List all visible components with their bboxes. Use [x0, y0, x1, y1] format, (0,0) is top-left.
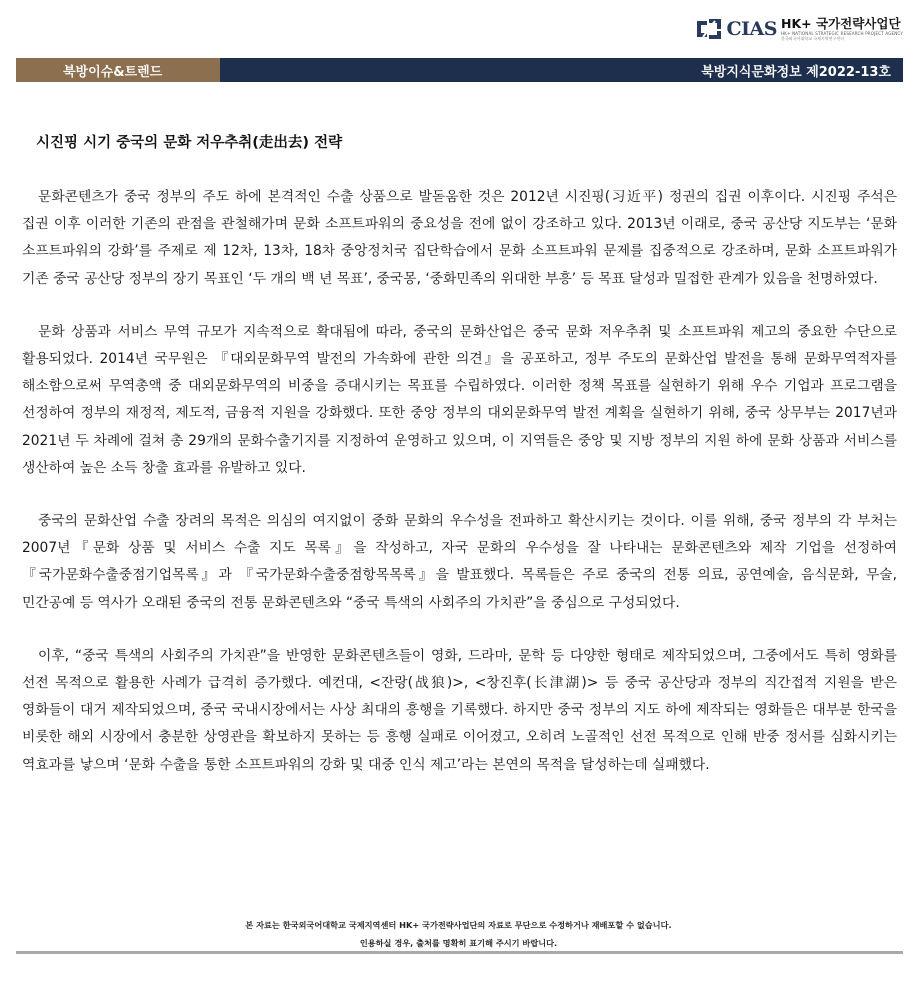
- cias-emblem-icon: [695, 15, 723, 43]
- cias-logo: [695, 12, 903, 46]
- copyright-notice: [0, 916, 917, 952]
- issue-label: 북방지식문화정보 제2022-13호: [220, 58, 903, 82]
- logo-subtitle-kr: 한국외국어대학교 국제지역연구센터: [781, 36, 845, 41]
- header-banner: [16, 58, 903, 82]
- copyright-line-2: 인용하실 경우, 출처를 명확히 표기해 주시기 바랍니다.: [359, 938, 558, 948]
- paragraph-1: 문화콘텐츠가 중국 정부의 주도 하에 본격적인 수출 상품으로 발돋움한 것은 2012년 시진핑(习近平) 정권의 집권 이후이다. 시진핑 주석은 집권 이후 이러한 기존의 관점을 관철해가며 문화 소프트파워의 중요성을 전에 없이 강조하고 있다. 2013년 이래로, 중국 공산당 지도부는 ‘문화 소프트파워의 강화’를 주제로 제 12차, 13차, 18차 중앙정치국 집단학습에서 문화 소프트파워 문제를 집중적으로 강조하며, 문화 소프트파워가 기존 중국 공산당 정부의 장기 목표인 ‘두 개의 백 년 목표’, 중국몽, ‘중화민족의 위대한 부흥’ 등 목표 달성과 밀접한 관계가 있음을 천명하였다.: [22, 189, 897, 287]
- copyright-line-1: 본 자료는 한국외국어대학교 국제지역센터 HK+ 국가전략사업단의 자료로 무단으로 수정하거나 재배포할 수 없습니다.: [245, 920, 672, 930]
- paragraph-3: 중국의 문화산업 수출 장려의 목적은 의심의 여지없이 중화 문화의 우수성을 전파하고 확산시키는 것이다. 이를 위해, 중국 정부의 각 부처는 2007년『문화 상품 및 서비스 수출 지도 목록』을 작성하고, 자국 문화의 우수성을 잘 나타내는 문화콘텐츠와 제작 기업을 선정하여 『국가문화수출중점기업목록』과 『국가문화수출중점항목목록』을 발표했다. 목록들은 주로 중국의 전통 의료, 공연예술, 음식문화, 무술, 민간공예 등 역사가 오래된 중국의 전통 문화콘텐츠와 “중국 특색의 사회주의 가치관”을 중심으로 구성되었다.: [22, 513, 897, 611]
- logo-subtitle-en: HK+ NATIONAL STRATEGIC RESEARCH PROJECT AGENCY: [781, 31, 903, 36]
- footer-divider: [16, 951, 903, 954]
- paragraph-2: 문화 상품과 서비스 무역 규모가 지속적으로 확대됨에 따라, 중국의 문화산업은 중국 문화 저우추취 및 소프트파워 제고의 중요한 수단으로 활용되었다. 2014년 국무원은 『대외문화무역 발전의 가속화에 관한 의견』을 공포하고, 정부 주도의 문화산업 발전을 통해 문화무역적자를 해소함으로써 무역총액 중 대외문화무역의 비중을 증대시키는 목표를 수립하였다. 이러한 정책 목표를 실현하기 위해 우수 기업과 프로그램을 선정하여 정부의 재정적, 제도적, 금융적 지원을 강화했다. 또한 중앙 정부의 대외문화무역 발전 계획을 실현하기 위해, 중국 상무부는 2017년과 2021년 두 차례에 걸쳐 총 29개의 문화수출기지를 지정하여 운영하고 있으며, 이 지역들은 중앙 및 지방 정부의 지원 하에 문화 상품과 서비스를 생산하여 높은 소득 창출 효과를 유발하고 있다.: [22, 323, 898, 476]
- logo-wordmark: CIAS: [726, 18, 778, 40]
- article-title: 시진핑 시기 중국의 문화 저우추취(走出去) 전략: [36, 135, 343, 151]
- article-body: [22, 184, 897, 805]
- logo-title: HK+ 국가전략사업단: [781, 16, 901, 31]
- section-label: 북방이슈&트렌드: [16, 58, 220, 82]
- paragraph-4: 이후, “중국 특색의 사회주의 가치관”을 반영한 문화콘텐츠들이 영화, 드라마, 문학 등 다양한 형태로 제작되었으며, 그중에서도 특히 영화를 선전 목적으로 활용한 사례가 급격히 증가했다. 예컨대, <잔랑(战狼)>, <창진후(长津湖)> 등 중국 공산당과 정부의 직간접적 지원을 받은 영화들이 대거 제작되었으며, 중국 국내시장에서는 사상 최대의 흥행을 기록했다. 하지만 중국 정부의 지도 하에 제작되는 영화들은 대부분 한국을 비롯한 해외 시장에서 충분한 상영관을 확보하지 못하는 등 흥행 실패로 이어졌고, 오히려 노골적인 선전 목적으로 인해 반중 정서를 심화시키는 역효과를 낳으며 ‘문화 수출을 통한 소프트파워의 강화 및 대중 인식 제고’라는 본연의 목적을 달성하는데 실패했다.: [22, 647, 897, 773]
